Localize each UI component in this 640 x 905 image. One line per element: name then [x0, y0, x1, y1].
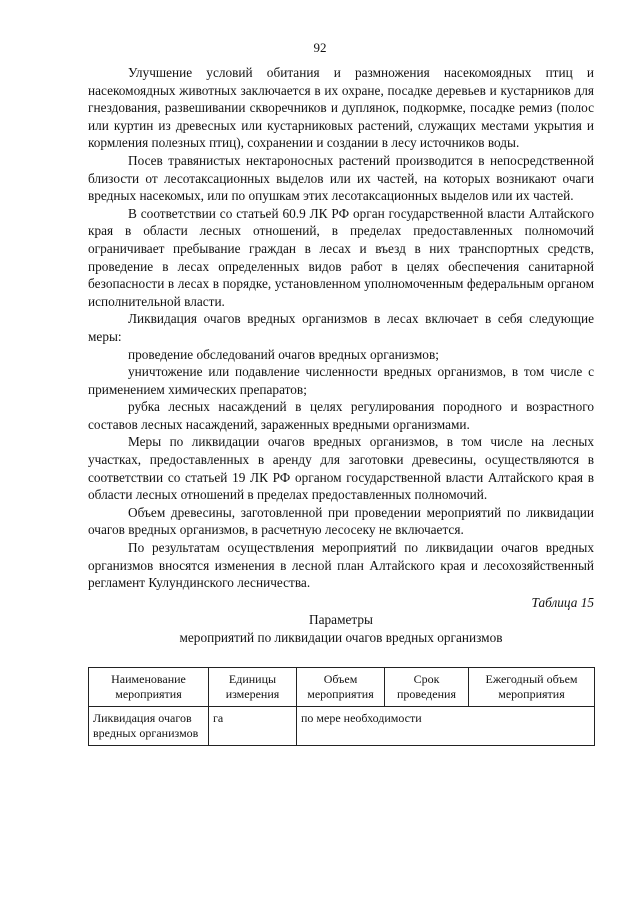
cell-volume: по мере необходимости [297, 706, 595, 745]
table-header-row [89, 667, 595, 706]
table-row [89, 706, 595, 745]
table-label: Таблица 15 [531, 594, 594, 610]
page-number: 92 [313, 40, 327, 55]
cell-name: Ликвидация очагов вредных организмов [89, 706, 209, 745]
paragraph: Посев травянистых нектароносных растений производится в непосредственной близости от лесотаксационных выделов или их частей, на которых возникают очаги вредных насекомых, или по опушкам этих лесотаксационных выделов или их частей. [88, 152, 594, 204]
paragraph: Улучшение условий обитания и размножения насекомоядных птиц и насекомоядных животных заключается в их охране, посадке деревьев и кустарников для гнездования, развешивании скворечников и дуплянок, подкормке, посадке ремиз (полос или куртин из древесных или кустарниковых растений, служащих местами укрытия и кормления полезных птиц), сохранении и создании в лесу источников воды. [88, 65, 594, 151]
parameters-table [88, 667, 595, 746]
caption-title: Параметры [309, 612, 373, 628]
paragraph: В соответствии со статьей 60.9 ЛК РФ орган государственной власти Алтайского края в области лесных отношений, в пределах предоставленных полномочий ограничивает пребывание граждан в лесах и въезд в них транспортных средств, проведение в лесах определенных видов работ в целях обеспечения санитарной безопасности в лесах в порядке, установленном уполномоченным федеральным органом исполнительной власти. [88, 205, 594, 309]
header-cell-annual-volume: Ежегодный объем мероприятия [469, 667, 595, 706]
paragraph: Объем древесины, заготовленной при проведении мероприятий по ликвидации очагов вредных организмов, в расчетную лесосеку не включается. [88, 504, 594, 538]
table-caption [88, 611, 594, 646]
header-cell-term: Срок проведения [385, 667, 469, 706]
header-cell-name: Наименование мероприятия [89, 667, 209, 706]
header-cell-unit: Единицы измерения [209, 667, 297, 706]
caption-subtitle: мероприятий по ликвидации очагов вредных организмов [179, 630, 503, 645]
list-item: уничтожение или подавление численности вредных организмов, в том числе с применением химических препаратов; [88, 364, 594, 397]
paragraph: По результатам осуществления мероприятий по ликвидации очагов вредных организмов вносятся изменения в лесной план Алтайского края и лесохозяйственный регламент Кулундинского лесничества. [88, 540, 594, 591]
paragraph: Меры по ликвидации очагов вредных организмов, в том числе на лесных участках, предоставленных в аренду для заготовки древесины, осуществляются в соответствии со статьей 19 ЛК РФ органом государственной власти Алтайского края в области лесных отношений в пределах предоставленных полномочий. [88, 434, 594, 503]
cell-unit: га [209, 706, 297, 745]
header-cell-volume: Объем мероприятия [297, 667, 385, 706]
document-body [88, 64, 594, 746]
paragraph: Ликвидация очагов вредных организмов в лесах включает в себя следующие меры: [88, 311, 594, 344]
list-item: рубка лесных насаждений в целях регулирования породного и возрастного составов лесных насаждений, зараженных вредными организмами. [88, 399, 594, 432]
list-item: проведение обследований очагов вредных организмов; [128, 346, 439, 362]
